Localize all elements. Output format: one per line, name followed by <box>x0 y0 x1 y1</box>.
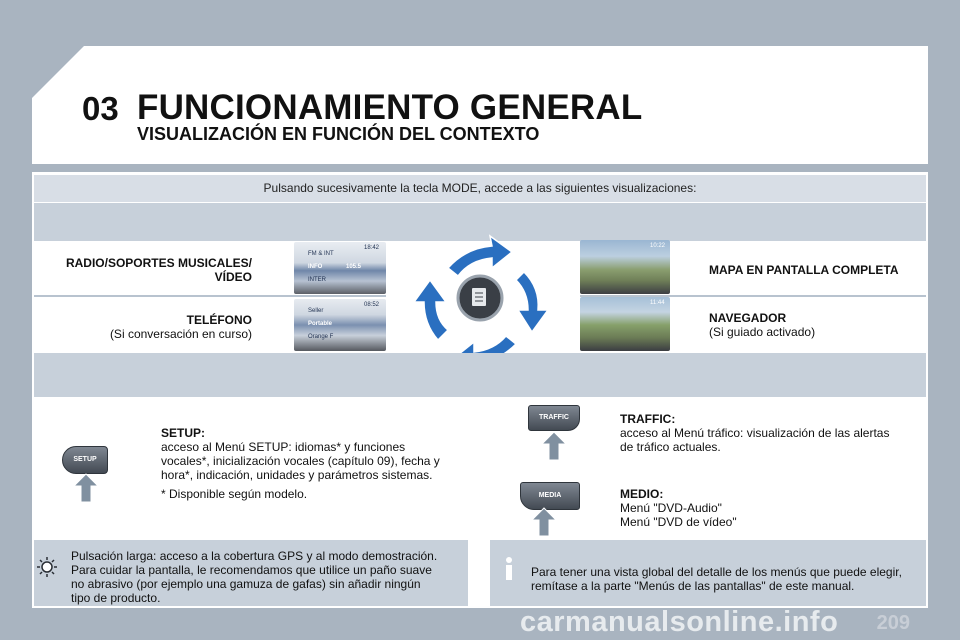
setup-key-button[interactable]: SETUP <box>62 446 108 474</box>
phone-screen-thumbnail <box>294 299 386 351</box>
radio-screen-thumbnail <box>294 242 386 294</box>
map-mode-label: MAPA EN PANTALLA COMPLETA <box>709 263 899 277</box>
press-arrow-icon <box>540 430 568 462</box>
traffic-title: TRAFFIC: <box>620 412 676 426</box>
tip-note-line: tipo de producto. <box>71 591 161 605</box>
intro-text: Pulsando sucesivamente la tecla MODE, accede a las siguientes visualizaciones: <box>263 181 697 195</box>
phone-screen-line3: Orange F <box>308 334 334 340</box>
media-title: MEDIO: <box>620 487 664 501</box>
page-title: FUNCIONAMIENTO GENERAL <box>137 88 643 127</box>
cycle-arrow-top-icon <box>448 236 512 276</box>
phone-screen-line1: Seller <box>308 308 324 314</box>
radio-screen-line3: 105.5 <box>346 264 362 270</box>
info-icon <box>498 556 520 582</box>
traffic-line: de tráfico actuales. <box>620 440 721 454</box>
traffic-line: acceso al Menú tráfico: visualización de las alertas <box>620 426 890 440</box>
setup-footnote: * Disponible según modelo. <box>161 487 308 501</box>
tip-note-line: Pulsación larga: acceso a la cobertura GPS y al modo demostración. <box>71 549 438 563</box>
tip-note-line: Para cuidar la pantalla, le recomendamos que utilice un paño suave <box>71 563 432 577</box>
nav-screen-thumbnail <box>580 297 670 351</box>
watermark: carmanualsonline.info <box>520 606 839 638</box>
sun-tip-icon <box>36 556 58 578</box>
radio-screen-line4: INTER <box>308 277 326 283</box>
radio-screen-time: 18:42 <box>364 245 380 251</box>
phone-mode-note: (Si conversación en curso) <box>109 327 252 341</box>
press-arrow-icon <box>530 506 558 538</box>
setup-line: vocales*, inicialización vocales (capítulo 09), fecha y <box>161 454 440 468</box>
press-arrow-icon <box>72 472 100 504</box>
phone-mode-label: TELÉFONO <box>186 313 252 327</box>
phone-screen-line2: Portable <box>308 321 333 327</box>
phone-screen-time: 08:52 <box>364 302 380 308</box>
cycle-arrow-left-icon <box>414 280 448 340</box>
page-number: 209 <box>876 612 910 634</box>
nav-mode-label: NAVEGADOR <box>709 311 787 325</box>
info-note-line: Para tener una vista global del detalle de los menús que puede elegir, <box>531 565 902 579</box>
radio-screen-line1: FM & INT <box>308 251 334 257</box>
band-middle <box>34 353 926 397</box>
setup-line: acceso al Menú SETUP: idiomas* y funciones <box>161 440 406 454</box>
chapter-number: 03 <box>82 90 119 127</box>
nav-screen-time: 11:44 <box>650 300 665 306</box>
traffic-key-button[interactable]: TRAFFIC <box>528 405 580 431</box>
media-line: Menú "DVD de vídeo" <box>620 515 737 529</box>
setup-line: hora*, indicación, unidades y parámetros sistemas. <box>161 468 433 482</box>
radio-screen-line2: INFO <box>308 264 323 270</box>
map-screen-time: 10:22 <box>650 243 666 249</box>
radio-mode-label-2: VÍDEO <box>214 270 252 284</box>
map-screen-thumbnail <box>580 240 670 294</box>
strip-divider <box>34 295 386 297</box>
setup-title: SETUP: <box>161 426 206 440</box>
tip-note-line: no abrasivo (por ejemplo una gamuza de gafas) sin añadir ningún <box>71 577 421 591</box>
info-note-line: remítase a la parte "Menús de las pantallas" de este manual. <box>531 579 855 593</box>
radio-mode-label: RADIO/SOPORTES MUSICALES/ <box>65 256 252 270</box>
page-subtitle: VISUALIZACIÓN EN FUNCIÓN DEL CONTEXTO <box>137 124 540 144</box>
cycle-arrow-right-icon <box>516 272 548 332</box>
media-line: Menú "DVD-Audio" <box>620 501 722 515</box>
media-key-button[interactable]: MEDIA <box>520 482 580 510</box>
nav-mode-note: (Si guiado activado) <box>709 325 816 339</box>
